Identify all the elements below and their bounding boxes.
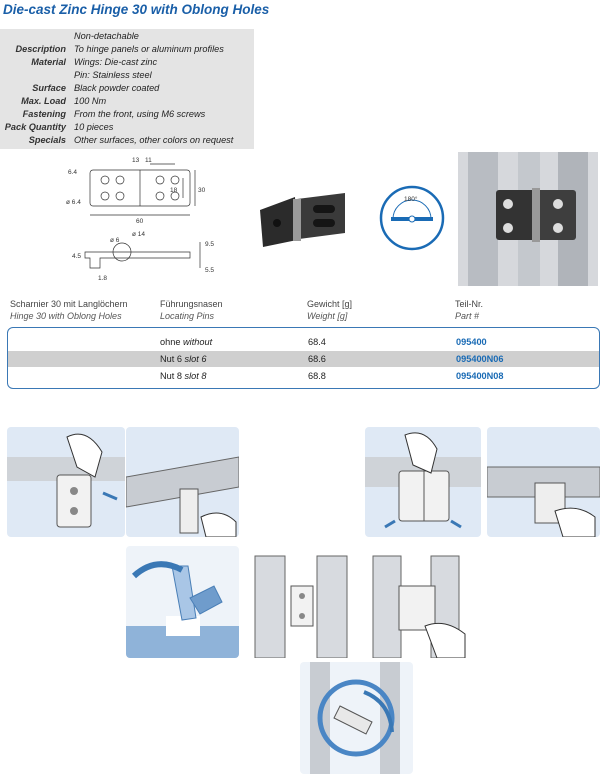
assembly-step-5 bbox=[245, 546, 358, 658]
table-row bbox=[8, 368, 599, 384]
pins-cell: ohne without bbox=[160, 337, 213, 347]
col-header-weight: Gewicht [g] Weight [g] bbox=[307, 299, 353, 321]
spec-value: Non-detachable bbox=[74, 31, 139, 41]
technical-drawing bbox=[60, 152, 240, 284]
spec-value: Black powder coated bbox=[74, 83, 160, 93]
detail-slot-illustration bbox=[126, 546, 239, 658]
spec-value: To hinge panels or aluminum profiles bbox=[74, 44, 224, 54]
spec-value: Other surfaces, other colors on request bbox=[74, 135, 234, 145]
dim-label: 60 bbox=[136, 218, 144, 225]
pins-cell: Nut 6 slot 6 bbox=[160, 354, 207, 364]
table-row bbox=[8, 351, 599, 367]
table-row bbox=[8, 334, 599, 350]
dim-label: 6.4 bbox=[68, 169, 78, 176]
spec-row bbox=[0, 43, 254, 55]
dim-label: 1.8 bbox=[98, 275, 108, 282]
spec-label: Material bbox=[31, 57, 66, 67]
dim-label: 9.5 bbox=[205, 241, 215, 248]
part-number-cell: 095400 bbox=[456, 337, 487, 347]
dim-label: 11 bbox=[145, 157, 152, 164]
page-title: Die-cast Zinc Hinge 30 with Oblong Holes bbox=[3, 2, 270, 17]
assembly-step-2 bbox=[126, 427, 239, 537]
spec-label: Max. Load bbox=[21, 96, 66, 106]
part-number-cell: 095400N08 bbox=[456, 371, 504, 381]
col-header-hinge: Scharnier 30 mit Langlöchern Hinge 30 with Oblong Holes bbox=[10, 299, 128, 321]
assembly-step-1 bbox=[7, 427, 125, 537]
spec-row bbox=[0, 69, 254, 81]
dim-label: 30 bbox=[198, 187, 206, 194]
col-header-pins: Führungsnasen Locating Pins bbox=[160, 299, 223, 321]
dim-label: ø 6.4 bbox=[66, 199, 81, 206]
dim-label: 5.5 bbox=[205, 267, 215, 274]
rotation-illustration bbox=[300, 662, 413, 774]
dim-label: 4.5 bbox=[72, 253, 82, 260]
assembly-step-6 bbox=[365, 546, 475, 658]
pins-cell: Nut 8 slot 8 bbox=[160, 371, 207, 381]
spec-row bbox=[0, 30, 254, 42]
rotation-angle-icon bbox=[377, 183, 447, 253]
spec-value: 10 pieces bbox=[74, 122, 114, 132]
spec-row bbox=[0, 56, 254, 68]
spec-row bbox=[0, 95, 254, 107]
product-photo bbox=[255, 185, 350, 255]
spec-label: Specials bbox=[28, 135, 66, 145]
assembly-step-4 bbox=[487, 427, 600, 537]
spec-row bbox=[0, 121, 254, 133]
angle-label: 180° bbox=[404, 196, 418, 203]
dim-label: 18 bbox=[170, 187, 178, 194]
spec-label: Fastening bbox=[22, 109, 66, 119]
spec-value: Wings: Die-cast zinc bbox=[74, 57, 158, 67]
dim-label: 13 bbox=[132, 157, 140, 164]
spec-value: 100 Nm bbox=[74, 96, 107, 106]
spec-row bbox=[0, 108, 254, 120]
assembly-step-3 bbox=[365, 427, 481, 537]
part-table bbox=[7, 327, 600, 389]
part-number-cell: 095400N06 bbox=[456, 354, 504, 364]
weight-cell: 68.4 bbox=[308, 337, 326, 347]
spec-row bbox=[0, 134, 254, 146]
weight-cell: 68.6 bbox=[308, 354, 326, 364]
spec-row bbox=[0, 82, 254, 94]
dim-label: ø 14 bbox=[132, 231, 146, 238]
spec-label: Description bbox=[15, 44, 66, 54]
spec-table bbox=[0, 29, 254, 149]
weight-cell: 68.8 bbox=[308, 371, 326, 381]
col-header-part: Teil-Nr. Part # bbox=[455, 299, 484, 321]
mounted-hinge-photo bbox=[458, 152, 598, 286]
dim-label: ø 6 bbox=[110, 237, 120, 244]
spec-value: From the front, using M6 screws bbox=[74, 109, 206, 119]
spec-label: Surface bbox=[32, 83, 66, 93]
spec-label: Pack Quantity bbox=[4, 122, 66, 132]
spec-value: Pin: Stainless steel bbox=[74, 70, 152, 80]
